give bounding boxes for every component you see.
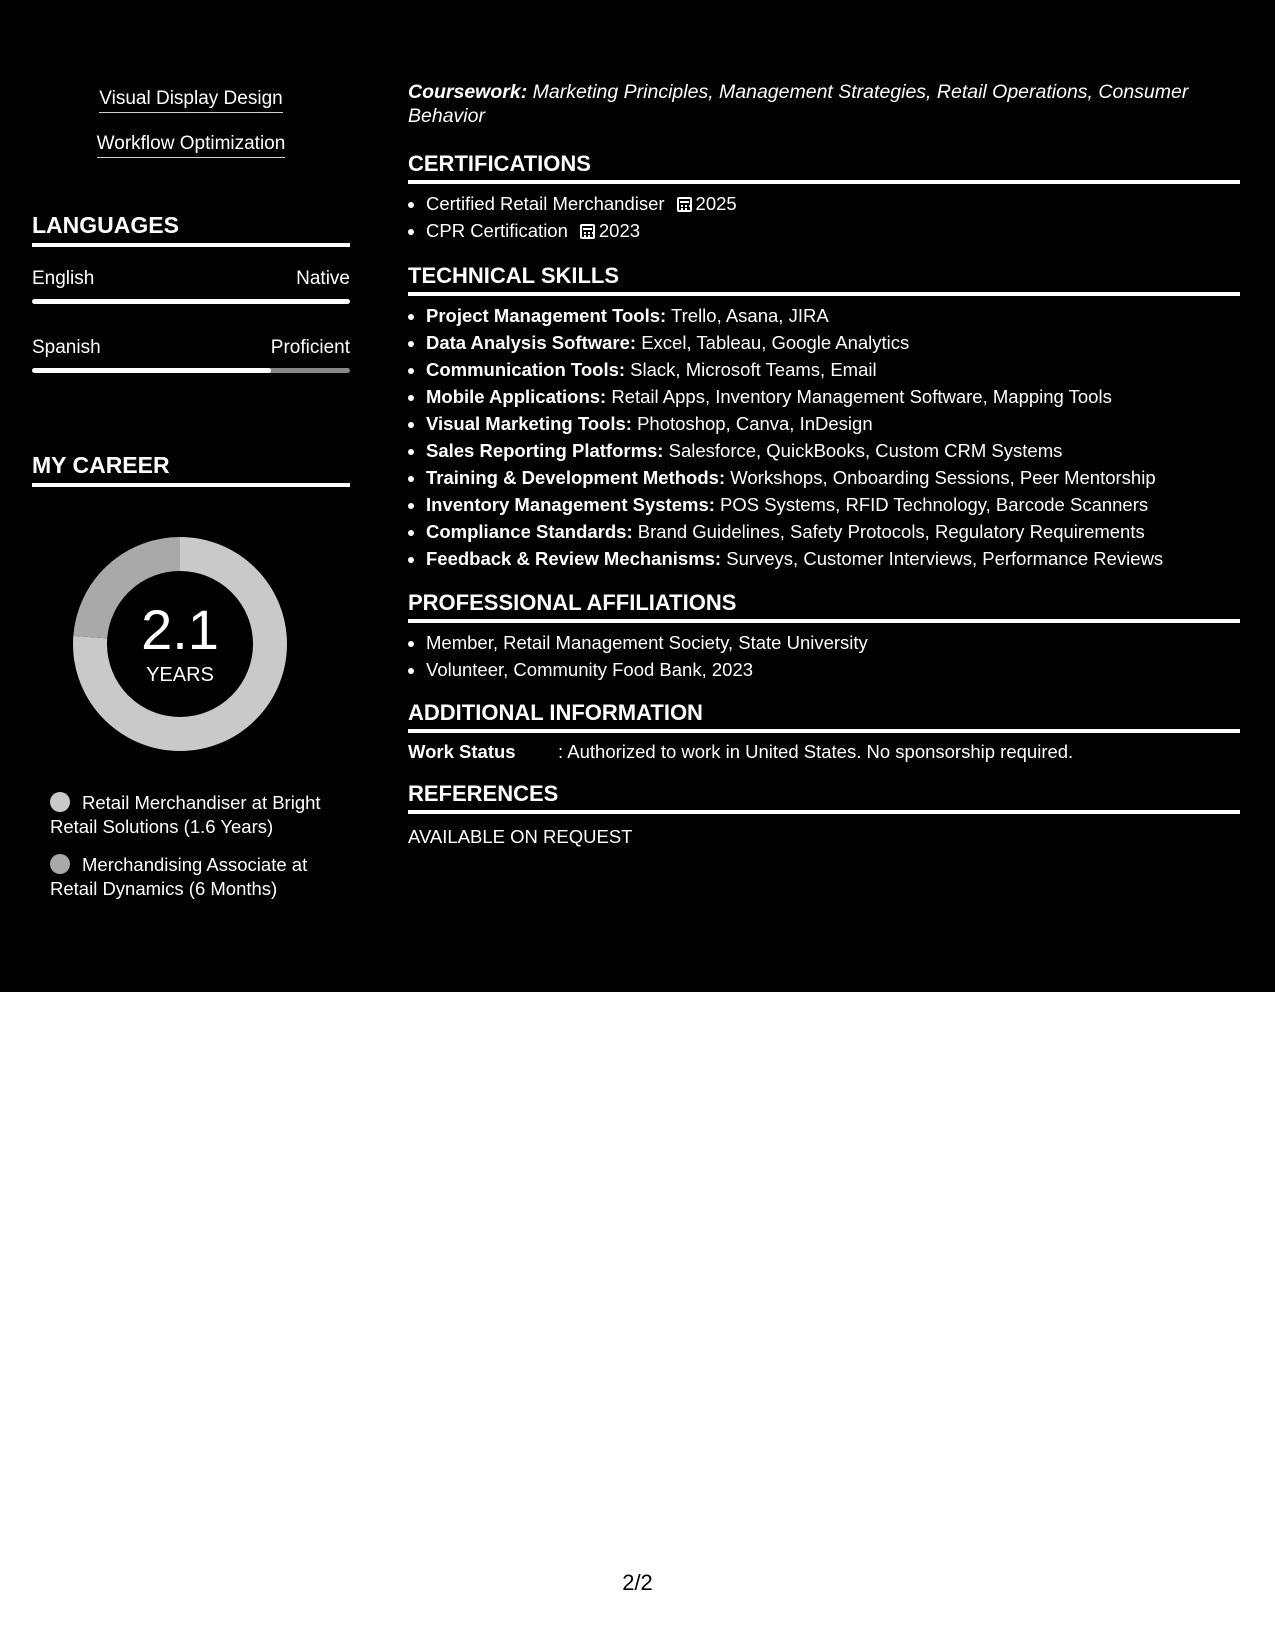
language-bar-fill	[32, 299, 350, 304]
skill-category: Feedback & Review Mechanisms:	[426, 548, 722, 569]
skill-category: Inventory Management Systems:	[426, 494, 715, 515]
technical-skill-item	[426, 518, 1240, 545]
skill-category: Data Analysis Software:	[426, 332, 637, 353]
skill-values: POS Systems, RFID Technology, Barcode Scanners	[714, 494, 1149, 515]
technical-skill-item	[426, 329, 1240, 356]
certification-name: Certified Retail Merchandiser	[426, 193, 665, 214]
skill-category: Communication Tools:	[426, 359, 626, 380]
coursework-line	[408, 80, 1240, 128]
skill-category: Compliance Standards:	[426, 521, 633, 542]
legend-dot-icon	[50, 854, 70, 874]
technical-skills-list	[408, 302, 1240, 572]
career-legend-label: Merchandising Associate at Retail Dynamics (6 Months)	[50, 854, 308, 899]
main-content	[408, 0, 1240, 992]
skill-values: Photoshop, Canva, InDesign	[631, 413, 873, 434]
skill-values: Slack, Microsoft Teams, Email	[625, 359, 877, 380]
calendar-icon	[580, 224, 595, 239]
skill-values: Retail Apps, Inventory Management Software, Mapping Tools	[606, 386, 1112, 407]
skill-values: Salesforce, QuickBooks, Custom CRM Systems	[663, 440, 1063, 461]
language-row	[32, 268, 350, 290]
technical-skill-item	[426, 302, 1240, 329]
career-legend-item	[50, 791, 350, 839]
certification-item	[426, 217, 1240, 244]
calendar-icon	[677, 197, 692, 212]
technical-skills-heading: TECHNICAL SKILLS	[408, 263, 1240, 296]
certifications-list	[408, 190, 1240, 244]
affiliation-item: • Member, Retail Management Society, State University	[426, 629, 1240, 656]
sidebar	[0, 0, 380, 992]
career-heading: MY CAREER	[32, 452, 350, 487]
certification-year: 2023	[598, 220, 641, 241]
skill-category: Project Management Tools:	[426, 305, 667, 326]
skill-values: Excel, Tableau, Google Analytics	[636, 332, 910, 353]
career-legend-label: Retail Merchandiser at Bright Retail Solutions (1.6 Years)	[50, 792, 321, 837]
skill-category: Training & Development Methods:	[426, 467, 726, 488]
career-total-unit: YEARS	[146, 664, 214, 686]
work-status-row	[408, 741, 1240, 763]
technical-skill-item	[426, 491, 1240, 518]
language-level: Native	[296, 268, 350, 289]
certifications-heading: CERTIFICATIONS	[408, 151, 1240, 184]
career-total-years: 2.1	[141, 598, 219, 661]
language-bar	[32, 368, 350, 373]
skill-values: Surveys, Customer Interviews, Performance Reviews	[721, 548, 1164, 569]
references-text: AVAILABLE ON REQUEST	[408, 826, 633, 847]
technical-skill-item	[426, 437, 1240, 464]
certification-item	[426, 190, 1240, 217]
references-heading: REFERENCES	[408, 781, 1240, 814]
coursework-text: Marketing Principles, Management Strategies, Retail Operations, Consumer Behavior	[408, 81, 1189, 127]
skill-category: Sales Reporting Platforms:	[426, 440, 664, 461]
technical-skill-item	[426, 410, 1240, 437]
certification-name: CPR Certification	[426, 220, 568, 241]
work-status-value: : Authorized to work in United States. No sponsorship required.	[558, 741, 1074, 762]
technical-skill-item	[426, 383, 1240, 410]
skill-values: Brand Guidelines, Safety Protocols, Regulatory Requirements	[632, 521, 1145, 542]
language-bar	[32, 299, 350, 304]
additional-info-heading: ADDITIONAL INFORMATION	[408, 700, 1240, 733]
technical-skill-item	[426, 545, 1240, 572]
language-row	[32, 337, 350, 359]
skill-category: Visual Marketing Tools:	[426, 413, 632, 434]
page-number: 2/2	[622, 1570, 653, 1595]
languages-heading: LANGUAGES	[32, 212, 350, 247]
language-bar-fill	[32, 368, 271, 373]
skill-values: Trello, Asana, JIRA	[666, 305, 829, 326]
technical-skill-item	[426, 464, 1240, 491]
skill-label: Workflow Optimization	[97, 133, 286, 158]
skill-values: Workshops, Onboarding Sessions, Peer Mentorship	[725, 467, 1156, 488]
skill-item	[32, 133, 350, 158]
affiliation-item: • Volunteer, Community Food Bank, 2023	[426, 656, 1240, 683]
skill-item	[32, 88, 350, 113]
language-name: English	[32, 268, 95, 289]
affiliations-heading: PROFESSIONAL AFFILIATIONS	[408, 590, 1240, 623]
language-level: Proficient	[270, 337, 350, 358]
career-legend-item	[50, 853, 350, 901]
technical-skill-item	[426, 356, 1240, 383]
skill-label: Visual Display Design	[99, 88, 282, 113]
certification-year: 2025	[695, 193, 737, 214]
legend-dot-icon	[50, 792, 70, 812]
affiliations-list	[408, 629, 1240, 683]
coursework-label: Coursework:	[408, 81, 528, 103]
skill-category: Mobile Applications:	[426, 386, 607, 407]
work-status-label: Work Status	[408, 741, 516, 762]
language-name: Spanish	[32, 337, 101, 358]
